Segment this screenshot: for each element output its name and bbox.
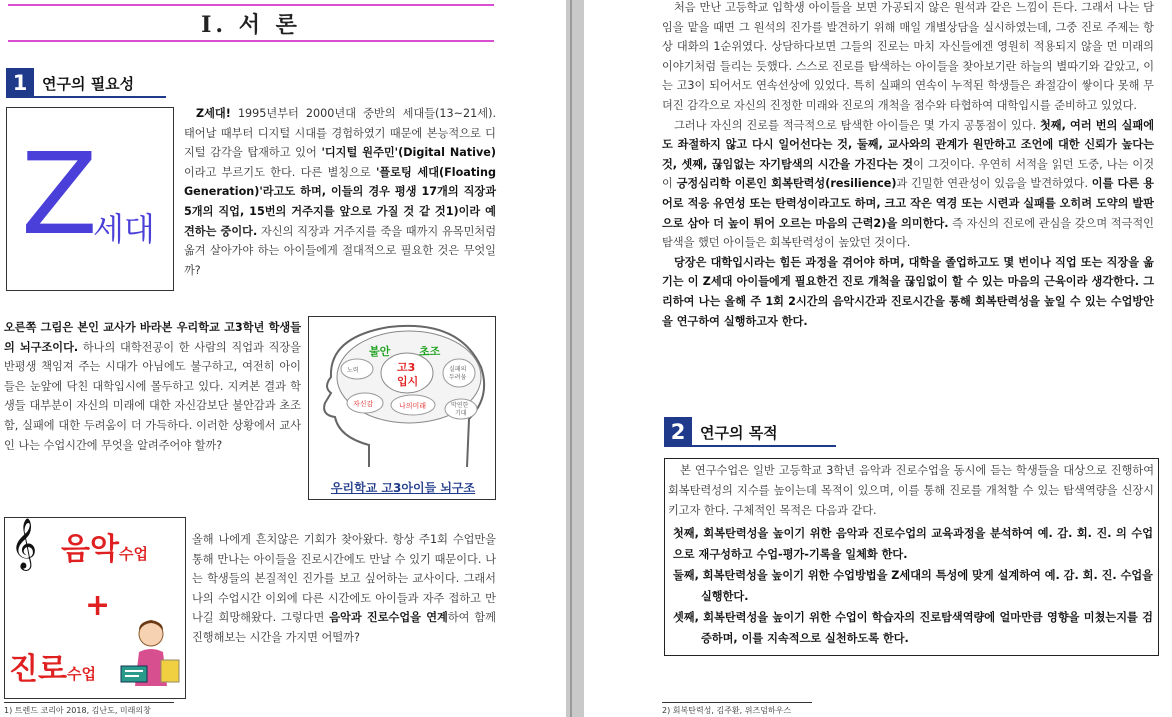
section-title: 연구의 목적 [700,424,778,442]
generation-word: 세대 [93,210,155,248]
gutter-divider [570,0,572,717]
career-suffix: 수업 [66,665,96,683]
bold-text: 긍정심리학 이론인 회복탄력성(resilience) [676,177,897,191]
brain-label-future: 나의미래 [399,402,427,410]
body-text: 이라고 부르기도 한다. 다른 별칭으로 [184,165,376,179]
rich-paragraph [662,116,1154,253]
body-text: 하나의 대학전공이 한 사람의 직업과 직장을 반평생 책임져 주는 시대가 아님에도 불구하고, 여전히 아이들은 눈앞에 닥친 대학입시에 몰두하고 있다. 지켜본 결과 학생들 대부분이 자신의 미래에 대한 자신감보단 불안감과 초조함, 실패에 대한 두려움이 더 가득하다. 이러한 상황에서 교사인 나는 수업시간에 무엇을 알려주어야 할까? [4,340,301,452]
rich-paragraph [662,253,1154,331]
career-word: 진로 [9,652,67,687]
title-rule-bottom [8,40,494,42]
brain-label-center-bottom: 입시 [397,375,419,388]
body-text: 이 그것이다. 우연히 서적을 읽던 도중, 나는 이것이 [662,157,1154,191]
research-goals-box [664,458,1159,656]
section-number: 1 [6,68,34,98]
body-text: 자신의 직장과 거주지를 죽을 때까지 유목민처럼 옮겨 살아가야 하는 아이들에게 절대적으로 필요한 것은 무엇일까? [184,224,496,277]
brain-label-impatience: 초조 [419,345,441,358]
brain-caption: 우리학교 고3아이들 뇌구조 [330,481,476,495]
footnote-rule [662,702,812,703]
brain-label-failure-2: 두려움 [449,374,467,381]
section-1-heading [6,68,166,98]
bold-text: Z세대! [196,107,231,120]
brain-label-confidence: 자신감 [353,400,374,408]
goal-intro-text: 본 연구수업은 일반 고등학교 3학년 음악과 진로수업을 동시에 듣는 학생들을 대상으로 진행하여 회복탄력성의 지수를 높이는데 목적이 있으며, 이를 통해 진로를 개척할 수 있는 탐색역량을 신장시키고자 한다. 구체적인 목적은 다음과 같다. [668,464,1154,517]
career-class-word [9,644,96,688]
teacher-illustration-icon [117,616,183,696]
brain-label-effort: 노력 [347,367,359,374]
bold-text: 이를 다른 용어로 적응 유연성 또는 탄력성이라고도 하며, 크고 작은 역경 또는 시련과 실패를 오히려 도약의 발판으로 삼아 더 높이 튀어 오르는 마음의 근력2)을 의미한다. [662,177,1154,230]
body-text: 즉 자신의 진로에 관심을 갖으며 적극적인 탐색을 했던 아이들은 회복탄력성이 높았던 것이다. [662,216,1154,250]
body-text: 올해 나에게 흔치않은 기회가 찾아왔다. 항상 주1회 수업만을 통해 만나는 아이들을 진로시간에도 만날 수 있기 때문이다. 나는 학생들의 본질적인 진가를 보고 싶어하는 교사이다. 그래서 나의 수업시간 이외에 다른 시간에도 아이들과 자주 접하고 만나길 희망해왔다. 그렇다면 [192,533,496,625]
footnote-rule [4,702,174,703]
page-gutter [566,0,584,717]
brain-label-anxiety: 불안 [369,345,391,358]
bold-text: 음악과 진로수업을 연계 [329,611,448,625]
footnote-1: 1) 트렌드 코리아 2018, 김난도, 미래의창 [4,706,151,715]
brain-label-center-top: 고3 [397,361,416,374]
rich-paragraph [192,530,496,648]
bold-text: 당장은 대학입시라는 힘든 과정을 겪어야 하며, 대학을 졸업하고도 몇 번이나 직업 또는 직장을 옮기는 이 Z세대 아이들에게 필요한건 진로 개척을 끊임없이 할 수 있는 마음의 근육이라 생각한다. 그리하여 나는 올해 주 1회 2시간의 음악시간과 진로시간을 통해 회복탄력성을 높일 수 있는 수업방안을 연구하여 실행하고자 한다. [662,255,1154,328]
right-page [584,0,1172,717]
section-underline [664,445,836,447]
treble-clef-icon: 𝄞 [11,518,38,569]
music-suffix: 수업 [118,545,148,563]
left-page [0,0,566,717]
brain-label-expect-1: 막연한 [451,402,469,409]
paragraph-music-career [192,530,496,648]
body-text: 처음 만난 고등학교 입학생 아이들을 보면 가공되지 않은 원석과 같은 느낌이 든다. 그래서 나는 담임을 맡을 때면 그 원석의 진가를 발견하기 위해 매일 개별상담을 실시하였는데, 그중 진로 주제는 항상 대화의 1순위였다. 상담하다보면 그들의 진로는 마치 자신들에겐 영원히 적용되지 않을 먼 미래의 이야기처럼 들리는 듯했다. 스스로 진로를 탐색하는 아이들을 찾아보기란 하늘의 별따기와 같았고, 이는 고3이 되어서도 연속선상에 있었다. 특히 실패의 연속이 누적된 학생들은 좌절감이 쌓이다 못해 무뎌진 감각으로 자신의 진정한 미래와 진로의 개척을 점수와 타협하여 대학입시를 준비하고 있었다. [662,1,1154,112]
music-word: 음악 [61,532,119,567]
paragraph-brain-structure [4,318,301,455]
paragraph-z-generation [184,104,496,280]
z-generation-image [6,107,174,291]
head-silhouette-icon [309,317,495,477]
body-text: 그러나 자신의 진로를 적극적으로 탐색한 아이들은 몇 가지 공통점이 있다. [674,118,1040,132]
music-class-word [61,524,148,568]
rich-paragraph [4,318,301,455]
body-text: 1995년부터 2000년대 중반의 세대들(13~21세). 태어날 때부터 디지털 시대를 경험하였기 때문에 본능적으로 디지털 감각을 탑재하고 있어 [184,107,496,160]
goal-intro [668,461,1154,521]
section-underline [6,96,166,98]
body-text: 과 긴밀한 연관성이 있음을 발견하였다. [896,177,1092,191]
rich-paragraph [662,0,1154,116]
goal-item: 둘째, 회복탄력성을 높이기 위한 수업방법을 Z세대의 특성에 맞게 설계하여 예. 감. 회. 진. 수업을 실행한다. [673,569,1153,603]
goal-item: 첫째, 회복탄력성을 높이기 위한 음악과 진로수업의 교육과정을 분석하여 예. 감. 회. 진. 의 수업으로 재구성하고 수업-평가-기록을 일체화 한다. [673,527,1153,561]
paragraph-counseling [662,0,1154,331]
bold-text: 오른쪽 그림은 본인 교사가 바라본 우리학교 고3학년 학생들의 뇌구조이다. [4,321,301,354]
section-title: 연구의 필요성 [42,75,135,93]
body-text: 하여 함께 진행해보는 시간을 가지면 어떨까? [192,611,496,644]
z-letter: Z [21,130,98,260]
music-career-image [4,517,186,699]
brain-label-expect-2: 기대 [455,410,467,417]
title-rule-top [8,4,494,6]
brain-structure-figure [308,316,496,500]
section-2-heading [664,417,836,447]
plus-sign: + [85,588,111,623]
section-number: 2 [664,417,692,447]
brain-label-failure-1: 실패의 [449,366,467,373]
rich-paragraph [184,104,496,280]
page-title: Ⅰ. 서 론 [201,12,301,38]
bold-text: '플로팅 세대(Floating Generation)'라고도 하며, 이들의 경우 평생 17개의 직장과 5개의 직업, 15번의 거주지를 앞으로 가질 것 같 것1)이라 예견하는 중이다. [184,165,496,238]
goal-item: 셋째, 회복탄력성을 높이기 위한 수업이 학습자의 진로탐색역량에 얼마만큼 영향을 미쳤는지를 검증하며, 이를 지속적으로 실천하도록 한다. [673,611,1153,645]
footnote-2: 2) 회복탄력성, 김주환, 위즈덤하우스 [662,706,792,715]
bold-text: '디지털 원주민'(Digital Native) [321,146,496,160]
bold-text: 첫째, 여러 번의 실패에도 좌절하지 않고 다시 일어선다는 것, 둘째, 교사와의 관계가 원만하고 조언에 대한 신뢰가 높다는 것, 셋째, 끊임없는 자기탐색의 시간을 가진다는 것 [662,118,1154,171]
